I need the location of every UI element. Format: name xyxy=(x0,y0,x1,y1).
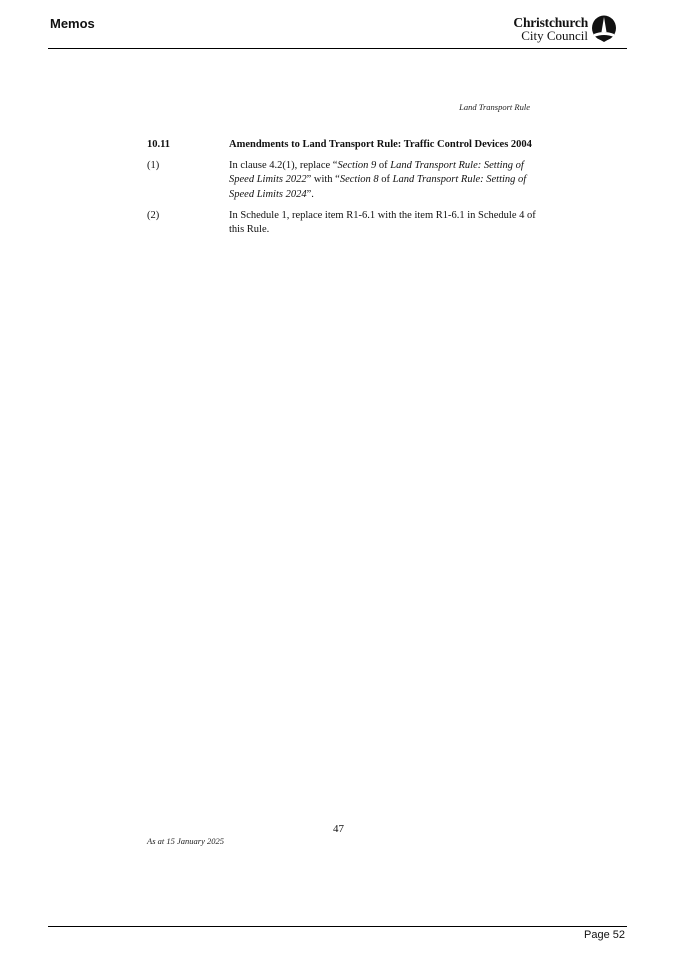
section-10-11 xyxy=(147,138,547,244)
section-heading xyxy=(147,138,547,152)
logo-line2: City Council xyxy=(521,28,588,43)
footer-rule xyxy=(48,926,627,927)
header-rule xyxy=(48,48,627,49)
section-title: Amendments to Land Transport Rule: Traffic Control Devices 2004 xyxy=(229,139,532,150)
footer-page-label: Page 52 xyxy=(584,929,625,941)
clause-1-number: (1) xyxy=(147,160,160,172)
running-head: Land Transport Rule xyxy=(459,102,530,112)
section-number: 10.11 xyxy=(147,139,171,150)
clause-1 xyxy=(147,159,547,202)
clause-2-text: In Schedule 1, replace item R1-6.1 with the item R1-6.1 in Schedule 4 of this Rule. xyxy=(229,209,536,236)
as-at-date: As at 15 January 2025 xyxy=(147,836,224,846)
logo-line1: Christchurch xyxy=(513,15,588,30)
cathedral-spire-icon xyxy=(591,15,617,43)
clause-1-text: In clause 4.2(1), replace “Section 9 of Land Transport Rule: Setting of Speed Limits 2022” with “Section 8 of Land Transport Rule: Setting of Speed Limits 2024”. xyxy=(229,160,527,200)
header-title: Memos xyxy=(50,16,95,31)
document-page-number: 47 xyxy=(333,823,344,835)
clause-2-number: (2) xyxy=(147,209,160,221)
council-logo xyxy=(513,15,617,43)
clause-2 xyxy=(147,209,547,237)
